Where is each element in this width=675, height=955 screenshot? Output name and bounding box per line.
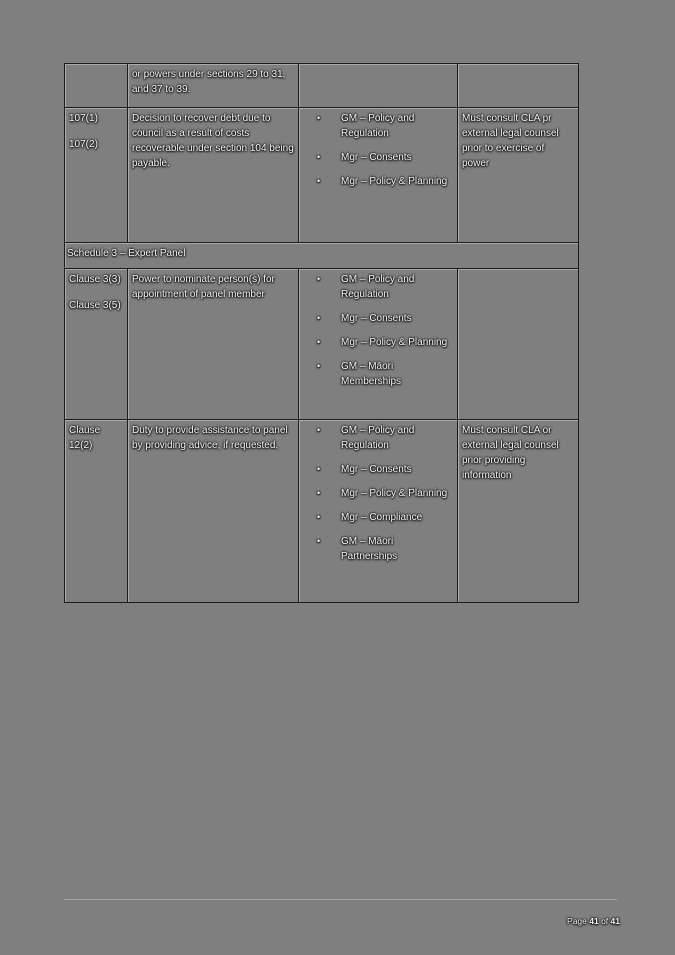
footer-divider [64, 899, 617, 900]
delegations-table [64, 63, 579, 603]
list-item [303, 311, 453, 326]
delegate-text: Mgr – Policy & Planning [341, 337, 448, 348]
page-number [558, 903, 620, 939]
ref-text: Clause 12(2) [69, 425, 101, 451]
description-cell [128, 64, 299, 108]
conditions-cell [458, 64, 579, 108]
bullet-icon: • [317, 313, 321, 323]
ref-text: Clause 3(5) [69, 300, 121, 311]
ref-cell [65, 269, 128, 420]
page-current: 41 [589, 916, 599, 926]
bullet-icon: • [317, 464, 321, 474]
delegate-text: Mgr – Consents [341, 464, 412, 475]
bullet-icon: • [317, 425, 321, 435]
delegates-cell [299, 420, 458, 603]
ref-cell [65, 420, 128, 603]
delegates-cell [299, 64, 458, 108]
bullet-icon: • [317, 113, 321, 123]
ref-text: 107(2) [69, 139, 98, 150]
list-item [303, 359, 453, 389]
conditions-text: Must consult CLA or external legal counsel prior providing information [462, 425, 559, 481]
delegate-text: Mgr – Compliance [341, 512, 423, 523]
delegate-text: Mgr – Policy & Planning [341, 488, 448, 499]
section-header-row [65, 243, 579, 269]
ref-cell [65, 64, 128, 108]
bullet-icon: • [317, 274, 321, 284]
conditions-cell [458, 108, 579, 243]
description-text: Duty to provide assistance to panel by providing advice, if requested. [132, 425, 288, 451]
bullet-icon: • [317, 488, 321, 498]
delegate-text: Mgr – Consents [341, 152, 412, 163]
table-row [65, 420, 579, 603]
bullet-icon: • [317, 337, 321, 347]
conditions-cell [458, 269, 579, 420]
list-item [303, 150, 453, 165]
description-cell [128, 269, 299, 420]
list-item [303, 174, 453, 189]
list-item [303, 534, 453, 564]
table-row [65, 269, 579, 420]
bullet-icon: • [317, 536, 321, 546]
conditions-text: Must consult CLA pr external legal counsel prior to exercise of power [462, 113, 559, 169]
description-text: or powers under sections 29 to 31, and 37 to 39. [132, 69, 286, 95]
table-row [65, 108, 579, 243]
delegate-text: GM – Policy and Regulation [341, 274, 415, 300]
delegates-cell [299, 108, 458, 243]
delegate-text: Mgr – Consents [341, 313, 412, 324]
section-header-cell: Schedule 3 – Expert Panel [65, 243, 579, 269]
description-text: Decision to recover debt due to council as a result of costs recoverable under section 104 being payable. [132, 113, 294, 169]
conditions-cell [458, 420, 579, 603]
bullet-icon: • [317, 152, 321, 162]
delegates-cell [299, 269, 458, 420]
bullet-icon: • [317, 361, 321, 371]
ref-text: 107(1) [69, 113, 98, 124]
page-total: 41 [610, 916, 620, 926]
list-item [303, 462, 453, 477]
list-item [303, 272, 453, 302]
description-cell [128, 420, 299, 603]
delegate-text: GM – Māori Partnerships [341, 536, 398, 562]
list-item [303, 486, 453, 501]
delegate-text: GM – Policy and Regulation [341, 425, 415, 451]
delegate-text: Mgr – Policy & Planning [341, 176, 448, 187]
delegate-text: GM – Policy and Regulation [341, 113, 415, 139]
page-label: Page [567, 916, 590, 926]
bullet-icon: • [317, 176, 321, 186]
list-item [303, 510, 453, 525]
list-item [303, 111, 453, 141]
ref-cell [65, 108, 128, 243]
table-row [65, 64, 579, 108]
delegate-text: GM – Māori Memberships [341, 361, 402, 387]
page-of-label: of [598, 916, 611, 926]
ref-text: Clause 3(3) [69, 274, 121, 285]
list-item [303, 335, 453, 350]
bullet-icon: • [317, 512, 321, 522]
list-item [303, 423, 453, 453]
description-text: Power to nominate person(s) for appointment of panel member [132, 274, 275, 300]
description-cell [128, 108, 299, 243]
